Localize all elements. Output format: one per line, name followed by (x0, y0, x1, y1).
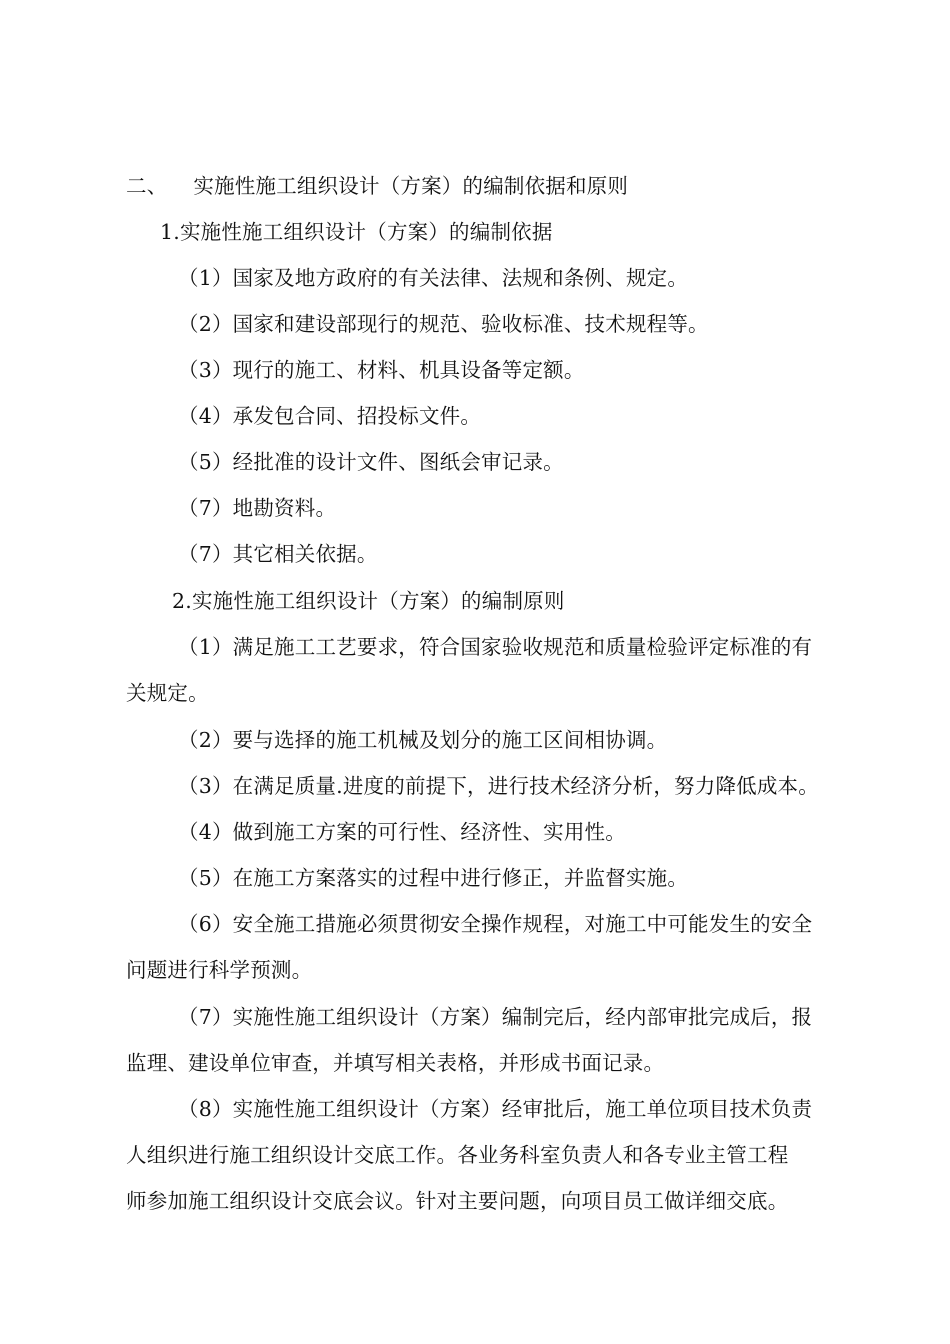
principle-line: （8）实施性施工组织设计（方案）经审批后，施工单位项目技术负责 (178, 1097, 813, 1121)
principle-line: 监理、建设单位审查，并填写相关表格，并形成书面记录。 (126, 1051, 665, 1075)
basis-item: （2）国家和建设部现行的规范、验收标准、技术规程等。 (178, 312, 709, 336)
principle-line: （5）在施工方案落实的过程中进行修正，并监督实施。 (178, 866, 689, 890)
section-heading (126, 172, 628, 200)
principle-line: （6）安全施工措施必须贯彻安全操作规程，对施工中可能发生的安全 (178, 912, 813, 936)
section-number: 二、 (126, 174, 168, 198)
basis-title: 1.实施性施工组织设计（方案）的编制依据 (160, 220, 553, 244)
basis-item: （3）现行的施工、材料、机具设备等定额。 (178, 358, 585, 382)
section-title: 实施性施工组织设计（方案）的编制依据和原则 (193, 174, 629, 198)
principle-line: 人组织进行施工组织设计交底工作。各业务科室负责人和各专业主管工程 (126, 1143, 789, 1167)
basis-item: （4）承发包合同、招投标文件。 (178, 404, 482, 428)
basis-item: （7）其它相关依据。 (178, 542, 378, 566)
principle-line: 问题进行科学预测。 (126, 958, 313, 982)
basis-item: （1）国家及地方政府的有关法律、法规和条例、规定。 (178, 266, 689, 290)
principle-line: （3）在满足质量.进度的前提下，进行技术经济分析，努力降低成本。 (178, 774, 819, 798)
principle-line: （4）做到施工方案的可行性、经济性、实用性。 (178, 820, 626, 844)
principle-line: （2）要与选择的施工机械及划分的施工区间相协调。 (178, 728, 668, 752)
basis-item: （7）地勘资料。 (178, 496, 337, 520)
basis-item: （5）经批准的设计文件、图纸会审记录。 (178, 450, 564, 474)
principle-line: （1）满足施工工艺要求，符合国家验收规范和质量检验评定标准的有 (178, 635, 813, 659)
principle-line: 关规定。 (126, 681, 209, 705)
principles-title: 2.实施性施工组织设计（方案）的编制原则 (172, 589, 565, 613)
principle-line: 师参加施工组织设计交底会议。针对主要问题，向项目员工做详细交底。 (126, 1189, 789, 1213)
principle-line: （7）实施性施工组织设计（方案）编制完后，经内部审批完成后，报 (178, 1005, 813, 1029)
